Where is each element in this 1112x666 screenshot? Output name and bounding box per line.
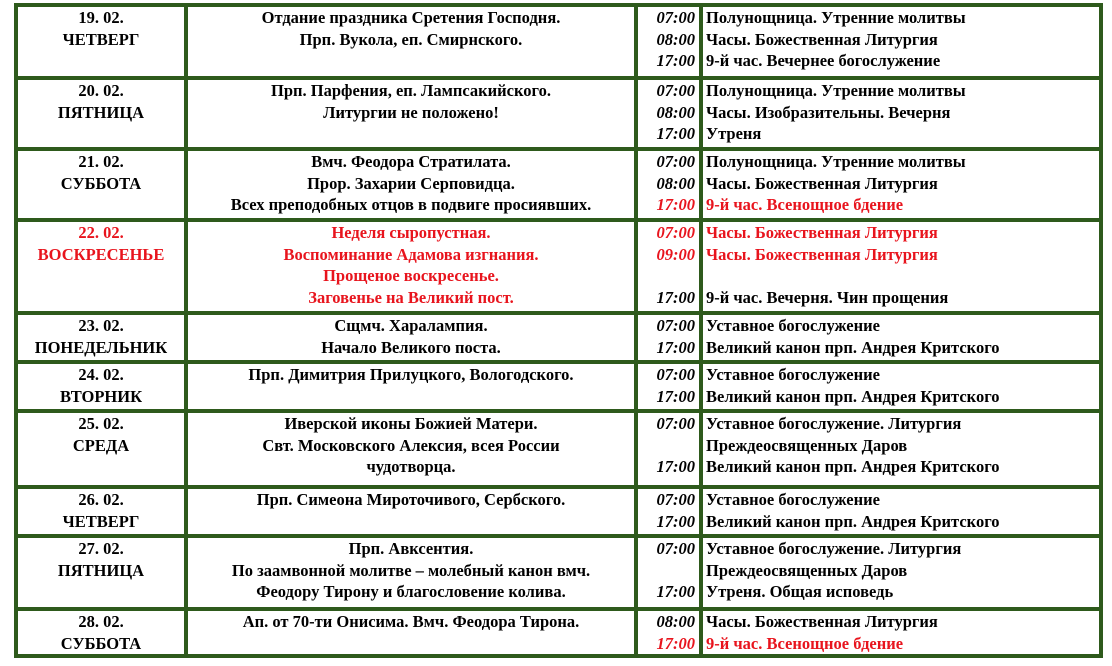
date-cell <box>16 313 186 362</box>
service-time: 17:00 <box>656 337 695 357</box>
feast-line: Прп. Авксентия. <box>348 539 474 558</box>
service-name: Преждеосвященных Даров <box>706 435 908 455</box>
service-time: 17:00 <box>656 124 695 143</box>
service-time: 17:00 <box>656 195 695 214</box>
service-name: Великий канон прп. Андрея Критского <box>706 457 1000 476</box>
feast-line: Неделя сыропустная. <box>331 223 491 242</box>
service-time: 07:00 <box>656 223 695 242</box>
service-name: Уставное богослужение <box>706 365 880 384</box>
feast-line: Всех преподобных отцов в подвиге просиявших. <box>230 195 592 214</box>
feast-cell <box>186 5 636 78</box>
service-name: Утреня <box>706 124 762 143</box>
weekday-text: ВТОРНИК <box>59 386 143 406</box>
service-name: Уставное богослужение <box>706 316 880 335</box>
schedule-row <box>16 220 1101 313</box>
feast-line: Вмч. Феодора Стратилата. <box>311 152 511 171</box>
service-name: Уставное богослужение <box>706 490 880 509</box>
feast-line: Иверской иконы Божией Матери. <box>284 414 538 433</box>
feast-cell <box>186 78 636 149</box>
service-time: 07:00 <box>656 490 695 509</box>
feast-line: Заговенье на Великий пост. <box>308 287 514 307</box>
service-cell <box>701 313 1101 362</box>
service-name: Часы. Божественная Литургия <box>706 173 938 193</box>
service-time: 08:00 <box>656 612 695 631</box>
schedule-row <box>16 78 1101 149</box>
service-time: 17:00 <box>656 386 695 406</box>
date-cell <box>16 609 186 656</box>
feast-line: Прор. Захарии Серповидца. <box>307 173 515 193</box>
service-name: 9-й час. Вечернее богослужение <box>706 51 941 70</box>
date-cell <box>16 5 186 78</box>
feast-line: Прощеное воскресенье. <box>323 266 499 285</box>
service-cell <box>701 220 1101 313</box>
service-time <box>638 560 695 582</box>
time-cell <box>636 5 701 78</box>
feast-line: чудотворца. <box>366 457 456 476</box>
service-cell <box>701 536 1101 609</box>
feast-cell <box>186 313 636 362</box>
time-cell <box>636 487 701 536</box>
date-cell <box>16 487 186 536</box>
service-name: Преждеосвященных Даров <box>706 560 908 580</box>
schedule-body <box>16 5 1101 656</box>
service-name: Великий канон прп. Андрея Критского <box>706 386 1000 406</box>
feast-line: Сщмч. Харалампия. <box>334 316 488 335</box>
time-cell <box>636 149 701 220</box>
date-text: 22. 02. <box>78 223 124 242</box>
service-time: 17:00 <box>656 511 695 531</box>
feast-cell <box>186 536 636 609</box>
feast-cell <box>186 411 636 487</box>
feast-line: Прп. Парфения, еп. Лампсакийского. <box>271 81 551 100</box>
date-cell <box>16 536 186 609</box>
service-time: 07:00 <box>656 414 695 433</box>
service-time: 07:00 <box>656 365 695 384</box>
feast-line: Ап. от 70-ти Онисима. Вмч. Феодора Тирона. <box>242 612 580 631</box>
schedule-row <box>16 362 1101 411</box>
schedule-table <box>14 3 1103 658</box>
service-name: Полунощница. Утренние молитвы <box>706 8 966 27</box>
service-name: Уставное богослужение. Литургия <box>706 539 962 558</box>
time-cell <box>636 609 701 656</box>
service-time: 07:00 <box>656 539 695 558</box>
service-name: Полунощница. Утренние молитвы <box>706 152 966 171</box>
service-name: 9-й час. Всенощное бдение <box>706 633 904 653</box>
service-cell <box>701 149 1101 220</box>
weekday-text: СУББОТА <box>60 633 142 653</box>
service-time <box>638 265 695 287</box>
feast-line: Прп. Симеона Мироточивого, Сербского. <box>256 490 566 509</box>
schedule-row <box>16 411 1101 487</box>
time-cell <box>636 78 701 149</box>
service-cell <box>701 5 1101 78</box>
service-time: 17:00 <box>656 51 695 70</box>
schedule-row <box>16 487 1101 536</box>
feast-line: Свт. Московского Алексия, всея России <box>262 435 560 455</box>
time-cell <box>636 411 701 487</box>
feast-line: По заамвонной молитве – молебный канон вмч. <box>231 560 591 580</box>
service-cell <box>701 609 1101 656</box>
service-cell <box>701 487 1101 536</box>
date-text: 25. 02. <box>78 414 124 433</box>
date-text: 20. 02. <box>78 81 124 100</box>
weekday-text: ЧЕТВЕРГ <box>62 511 140 531</box>
date-cell <box>16 362 186 411</box>
service-time: 07:00 <box>656 316 695 335</box>
date-text: 24. 02. <box>78 365 124 384</box>
service-name: Часы. Божественная Литургия <box>706 244 938 264</box>
feast-line: Начало Великого поста. <box>321 337 501 357</box>
schedule-row <box>16 149 1101 220</box>
service-time <box>638 435 695 457</box>
weekday-text: ПЯТНИЦА <box>57 102 145 122</box>
feast-line: Феодору Тирону и благословение колива. <box>256 582 566 601</box>
date-text: 21. 02. <box>78 152 124 171</box>
service-time: 07:00 <box>656 81 695 100</box>
service-name: 9-й час. Вечерня. Чин прощения <box>706 287 949 307</box>
feast-line: Прп. Димитрия Прилуцкого, Вологодского. <box>248 365 574 384</box>
schedule-row <box>16 313 1101 362</box>
feast-line: Литургии не положено! <box>323 102 499 122</box>
schedule-row <box>16 5 1101 78</box>
date-text: 28. 02. <box>78 612 124 631</box>
service-cell <box>701 411 1101 487</box>
service-name: Утреня. Общая исповедь <box>706 582 894 601</box>
service-name: Великий канон прп. Андрея Критского <box>706 337 1000 357</box>
service-time: 07:00 <box>656 8 695 27</box>
weekday-text: ЧЕТВЕРГ <box>62 29 140 49</box>
feast-cell <box>186 487 636 536</box>
service-name: 9-й час. Всенощное бдение <box>706 195 904 214</box>
service-time: 09:00 <box>656 244 695 264</box>
time-cell <box>636 362 701 411</box>
date-text: 23. 02. <box>78 316 124 335</box>
service-time: 17:00 <box>656 457 695 476</box>
date-cell <box>16 78 186 149</box>
service-name <box>706 265 1095 287</box>
service-cell <box>701 78 1101 149</box>
date-text: 26. 02. <box>78 490 124 509</box>
service-time: 08:00 <box>656 102 695 122</box>
feast-cell <box>186 149 636 220</box>
time-cell <box>636 220 701 313</box>
weekday-text: СУББОТА <box>60 173 142 193</box>
feast-cell <box>186 220 636 313</box>
weekday-text: ВОСКРЕСЕНЬЕ <box>37 244 165 264</box>
time-cell <box>636 313 701 362</box>
service-cell <box>701 362 1101 411</box>
schedule-row <box>16 536 1101 609</box>
service-name: Часы. Божественная Литургия <box>706 223 938 242</box>
weekday-text: ПЯТНИЦА <box>57 560 145 580</box>
service-name: Часы. Изобразительны. Вечерня <box>706 102 951 122</box>
service-name: Полунощница. Утренние молитвы <box>706 81 966 100</box>
feast-line: Воспоминание Адамова изгнания. <box>283 244 539 264</box>
date-text: 19. 02. <box>78 8 124 27</box>
feast-line: Отдание праздника Сретения Господня. <box>261 8 561 27</box>
feast-line: Прп. Вукола, еп. Смирнского. <box>299 29 523 49</box>
service-name: Великий канон прп. Андрея Критского <box>706 511 1000 531</box>
feast-cell <box>186 362 636 411</box>
service-time: 17:00 <box>656 633 695 653</box>
feast-cell <box>186 609 636 656</box>
date-cell <box>16 411 186 487</box>
service-name: Часы. Божественная Литургия <box>706 29 938 49</box>
service-time: 08:00 <box>656 173 695 193</box>
weekday-text: СРЕДА <box>72 435 130 455</box>
service-time: 08:00 <box>656 29 695 49</box>
date-cell <box>16 149 186 220</box>
service-time: 17:00 <box>656 582 695 601</box>
date-cell <box>16 220 186 313</box>
weekday-text: ПОНЕДЕЛЬНИК <box>34 337 168 357</box>
service-name: Уставное богослужение. Литургия <box>706 414 962 433</box>
service-time: 07:00 <box>656 152 695 171</box>
date-text: 27. 02. <box>78 539 124 558</box>
service-time: 17:00 <box>656 287 695 307</box>
schedule-row <box>16 609 1101 656</box>
service-name: Часы. Божественная Литургия <box>706 612 938 631</box>
time-cell <box>636 536 701 609</box>
